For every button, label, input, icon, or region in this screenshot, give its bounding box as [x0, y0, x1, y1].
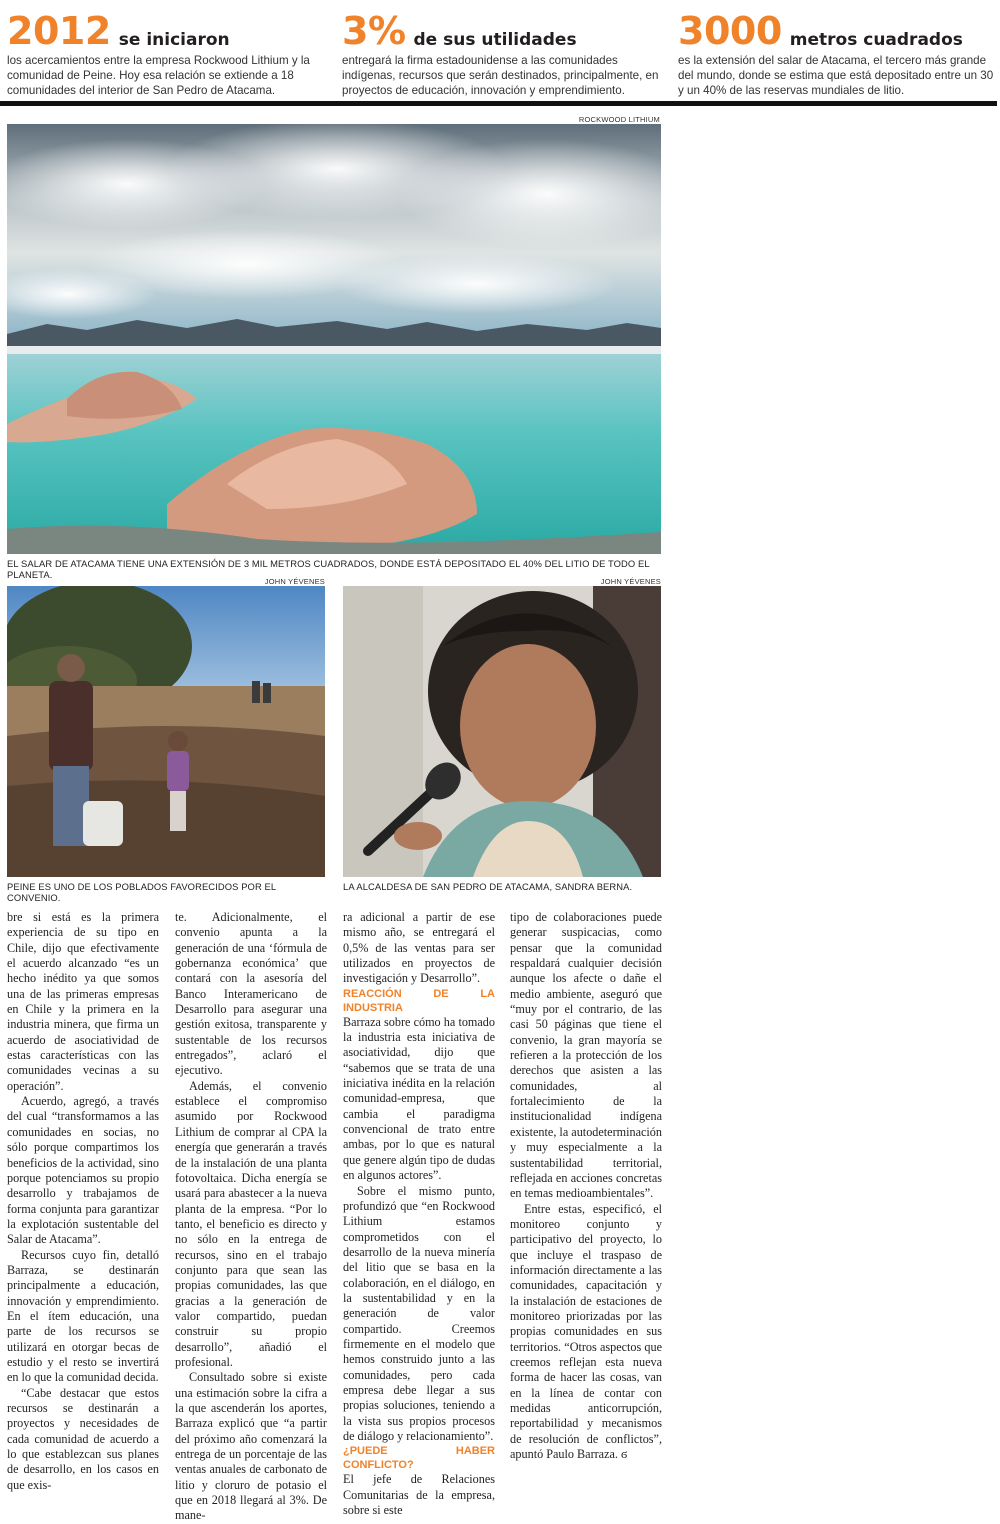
main-photo-caption: EL SALAR DE ATACAMA TIENE UNA EXTENSIÓN DE 3 MIL METROS CUADRADOS, DONDE ESTÁ DEPOSITADO EL 40% DEL LITIO DE TODO EL PLANETA. — [7, 558, 650, 580]
paragraph: Recursos cuyo fin, detalló Barraza, se destinarán principalmente a educación, innovación y emprendimiento. En el ítem educación, una parte de los recursos se utilizará en otorgar becas de estudio y el resto se invertirá en lo que la comunidad decida. — [7, 1247, 159, 1385]
paragraph: bre si está es la primera experiencia de su tipo en Chile, dijo que efectivamente el acuerdo alcanzado “es un hecho inédito ya que somos una de las primeras empresas en Chile y la primera en la industria minera, que firma un acuerdo de asociatividad de estas características con las comunidades vecinas a su operación”. — [7, 910, 159, 1093]
paragraph: Consultado sobre si existe una estimación sobre la cifra a la que ascenderán los aportes, Barraza explicó que “a partir del próximo año comenzará la entrega de un porcentaje de las ventas anuales de carbonato de litio y cloruro de potasio el que en 2018 llegará al 3%. De mane- — [175, 1370, 327, 1523]
article-column-4 — [510, 910, 662, 1462]
stat-number: 2012 — [7, 9, 111, 53]
paragraph: tipo de colaboraciones puede generar suspicacias, como pensar que la comunidad respaldará cualquier decisión aunque los afecte o dañe el medio ambiente, aseguró que “muy por el contrario, de las casi 50 páginas que tiene el convenio, la gran mayoría se refieren a la protección de los derechos que asisten a las comunidades, al fortalecimiento de la institucionalidad indígena existente, la autodeterminación y muy especialmente a la sustentabilidad territorial, reflejada en acciones concretas en temas medioambientales”. — [510, 910, 662, 1201]
subhead-reaccion: REACCIÓN DE LA INDUSTRIA — [343, 987, 495, 1014]
paragraph: El jefe de Relaciones Comunitarias de la empresa, sobre si este — [343, 1472, 495, 1518]
paragraph: Además, el convenio establece el compromiso asumido por Rockwood Lithium de comprar al CPA la energía que generarán a través de la instalación de una planta fotovoltaica. Dicha energía se usará para abastecer a la nueva planta de la empresa. “Por lo tanto, el beneficio es directo y no sólo en la entrega de recursos, sino en el trabajo conjunto para que sean las propias comunidades, las que gracias a la generación de valor compartido, puedan construir su propio desarrollo”, añadió el profesional. — [175, 1078, 327, 1369]
end-mark: ϭ — [621, 1447, 628, 1462]
stat-lead: se iniciaron — [118, 30, 230, 50]
photo-credit: JOHN YÉVENES — [264, 577, 325, 586]
paragraph — [510, 1202, 662, 1463]
paragraph: “Cabe destacar que estos recursos se destinarán a proyectos y necesidades de cada comunidad de acuerdo a lo que establezcan sus planes de desarrollo, en los casos en que exis- — [7, 1385, 159, 1492]
paragraph: Barraza sobre cómo ha tomado la industria esta iniciativa de asociatividad, dijo que “sabemos que se trata de una iniciativa inédita en la relación comunidad-empresa, que cambia el paradigma convencional de trato entre ambas, por lo que es natural que genere algún tipo de dudas en algunos actores”. — [343, 1014, 495, 1183]
stat-lead: de sus utilidades — [413, 30, 577, 50]
article-column-1 — [7, 910, 159, 1493]
stat-description: entregará la firma estadounidense a las comunidades indígenas, recursos que serán destinados, principalmente, en proyectos de educación, innovación y emprendimiento. — [342, 54, 659, 97]
subhead-conflicto: ¿PUEDE HABER CONFLICTO? — [343, 1445, 495, 1472]
salar-photo — [7, 124, 661, 554]
stat-number: 3% — [342, 9, 406, 53]
stat-3-percent — [342, 10, 660, 98]
stat-3000 — [678, 10, 996, 98]
header-rule — [0, 101, 997, 106]
alcaldesa-photo — [343, 586, 661, 877]
stat-number: 3000 — [678, 9, 782, 53]
paragraph-text: Entre estas, especificó, el monitoreo conjunto y participativo del proyecto, lo que incluye el traspaso de información directamente a las comunidades, capacitación y la instalación de estaciones de monitoreo priorizadas por las propias comunidades en sus territorios. “Otros aspectos que creemos reflejan esta nueva forma de hacer las cosas, van en la línea de contar con medidas anticorrupción, reportabilidad y mecanismos de resolución de conflictos”, apuntó Paulo Barraza. — [510, 1201, 662, 1462]
photo-credit: ROCKWOOD LITHIUM — [578, 115, 660, 124]
stat-description: los acercamientos entre la empresa Rockwood Lithium y la comunidad de Peine. Hoy esa relación se extiende a 18 comunidades del interior de San Pedro de Atacama. — [7, 54, 310, 97]
peine-photo — [7, 586, 325, 877]
paragraph: ra adicional a partir de ese mismo año, se entregará el 0,5% de las ventas para ser utilizados en proyectos de investigación y Desarrollo”. — [343, 910, 495, 986]
right-photo-caption: LA ALCALDESA DE SAN PEDRO DE ATACAMA, SANDRA BERNA. — [343, 881, 633, 892]
article-column-3 — [343, 910, 495, 1518]
left-photo-caption: PEINE ES UNO DE LOS POBLADOS FAVORECIDOS POR EL CONVENIO. — [7, 881, 276, 903]
stat-2012 — [7, 10, 325, 98]
stat-lead: metros cuadrados — [789, 30, 963, 50]
article-column-2 — [175, 910, 327, 1524]
photo-credit: JOHN YÉVENES — [600, 577, 661, 586]
paragraph: Acuerdo, agregó, a través del cual “transformamos a las comunidades en socias, no sólo porque compartimos los beneficios de la actividad, sino porque potenciamos su propio desarrollo y trabajamos de forma conjunta para garantizar la explotación sustentable del Salar de Atacama”. — [7, 1094, 159, 1247]
paragraph: Sobre el mismo punto, profundizó que “en Rockwood Lithium estamos comprometidos con el desarrollo de la nueva minería del litio que se basa en la colaboración, en el diálogo, en la sustentabilidad y en la generación de valor compartido. Creemos firmemente en el modelo que hemos construido junto a las comunidades, pero cada empresa debe llegar a sus propias soluciones, teniendo a la vista sus propios procesos de diálogo y relacionamiento”. — [343, 1183, 495, 1443]
paragraph: te. Adicionalmente, el convenio apunta a la generación de una ‘fórmula de gobernanza económica’ que contará con la asesoría del Banco Interamericano de Desarrollo para asegurar una gestión exitosa, transparente y sustentable de los recursos entregados”, aclaró el ejecutivo. — [175, 910, 327, 1078]
stat-description: es la extensión del salar de Atacama, el tercero más grande del mundo, donde se estima que está depositado entre un 30 y un 40% de las reservas mundiales de litio. — [678, 54, 994, 97]
